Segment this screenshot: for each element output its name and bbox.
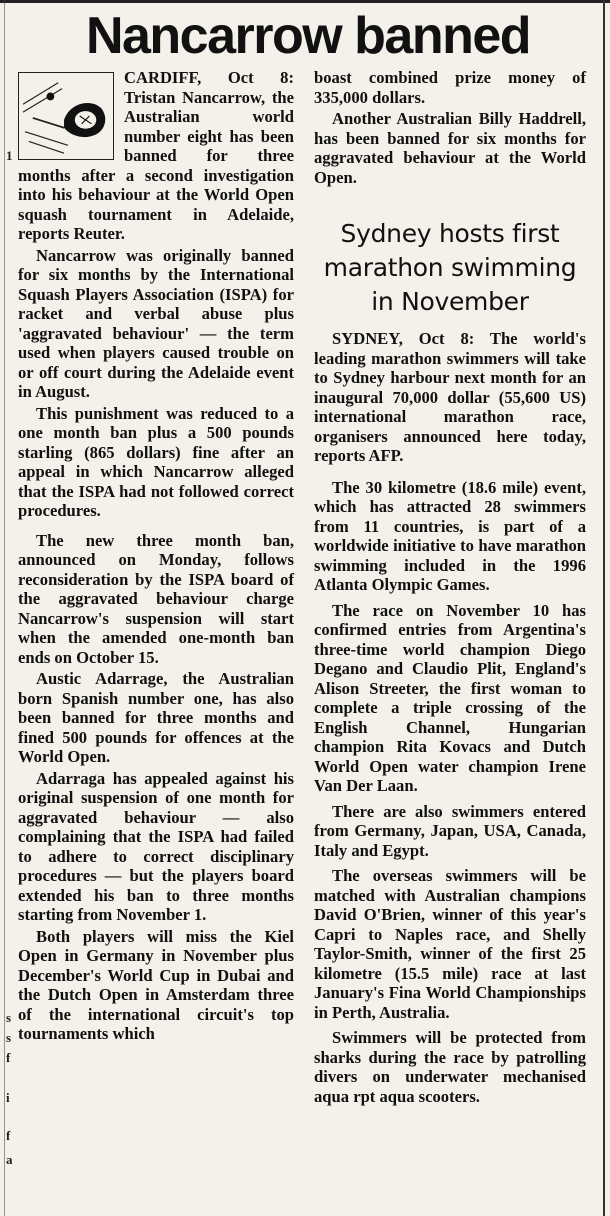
paragraph: The race on November 10 has confirmed entries from Argentina's three-time world champion Diego Degano and Claudio Plit, England's Alison Streeter, the first woman to complete a triple crossing of the English Channel, Hungarian champion Rita Kovacs and Dutch World Open water champion Irene Van Der Laan. xyxy=(314,600,586,795)
margin-mark: f xyxy=(6,1128,11,1143)
paragraph: The 30 kilometre (18.6 mile) event, which has attracted 28 swimmers from 11 countries, is part of a worldwide initiative to have marathon swimming included in the 1996 Atlanta Olympic Games. xyxy=(314,477,586,594)
paragraph: The overseas swimmers will be matched with Australian champions David O'Brien, winner of this year's Capri to Naples race, and Shelly Taylor-Smith, winner of the first 25 kilometre (15.5 mile) race at last January's Fina World Championships in Perth, Australia. xyxy=(314,866,586,1022)
margin-mark: f xyxy=(6,1050,11,1065)
paragraph: The new three month ban, announced on Monday, follows reconsideration by the ISPA board of the aggravated behaviour charge Nancarrow's suspension will start when the amended one-month ban ends on October 15. xyxy=(18,530,294,667)
article-lead xyxy=(314,329,586,466)
paragraph: Nancarrow was originally banned for six months by the International Squash Players Association (ISPA) for racket and verbal abuse plus 'aggravated behaviour' — the term used when players caused trouble on or off court during the Adelaide event in August. xyxy=(18,245,294,401)
paragraph: Another Australian Billy Haddrell, has been banned for six months for aggravated behaviour at the World Open. xyxy=(314,109,586,187)
paragraph-continued: boast combined prize money of 335,000 dollars. xyxy=(314,68,586,107)
margin-mark: s xyxy=(6,1030,12,1045)
margin-mark: 1 xyxy=(6,148,13,163)
article-headline: Sydney hosts first marathon swimming in November xyxy=(323,219,577,316)
page-title: Nancarrow banned xyxy=(85,7,531,65)
paragraph: Adarraga has appealed against his original suspension of one month for aggravated behaviour — also complaining that the ISPA had failed to adhere to correct disciplinary procedures — but the players board extended his ban to three months starting from November 1. xyxy=(18,768,294,924)
squash-racket-icon xyxy=(18,72,114,160)
margin-mark: a xyxy=(6,1152,13,1167)
left-rule xyxy=(4,0,5,1216)
lead-text: Tristan Nancarrow, the Australian world number eight has been banned for three months after a second investigation into his behaviour at the World Open squash tournament in Adelaide, reports Reuter. xyxy=(18,87,294,243)
paragraph: Both players will miss the Kiel Open in Germany in November plus December's World Cup in Dubai and the Dutch Open in Amsterdam three of the international circuit's top tournaments which xyxy=(18,926,294,1043)
dateline: SYDNEY, Oct 8: xyxy=(332,329,475,348)
article-column-left xyxy=(18,68,294,1046)
lead-text: The world's leading marathon swimmers will take to Sydney harbour next month for an inaugural 70,000 dollar (55,600 US) international marathon race, organisers announced here today, reports AFP. xyxy=(314,329,586,465)
paragraph: There are also swimmers entered from Germany, Japan, USA, Canada, Italy and Egypt. xyxy=(314,801,586,860)
paragraph: Austic Adarrage, the Australian born Spanish number one, has also been banned for three months and fined 500 pounds for offences at the World Open. xyxy=(18,669,294,766)
right-rule xyxy=(603,0,605,1216)
article-column-right xyxy=(314,68,586,1112)
paragraph: This punishment was reduced to a one month ban plus a 500 pounds starling (865 dollars) fine after an appeal in which Nancarrow alleged that the ISPA had not followed correct procedures. xyxy=(18,403,294,520)
margin-mark: i xyxy=(6,1090,10,1105)
margin-mark: s xyxy=(6,1010,12,1025)
paragraph: Swimmers will be protected from sharks during the race by patrolling divers on underwater mechanised aqua rpt aqua scooters. xyxy=(314,1028,586,1106)
dateline: CARDIFF, Oct 8: xyxy=(124,68,294,87)
